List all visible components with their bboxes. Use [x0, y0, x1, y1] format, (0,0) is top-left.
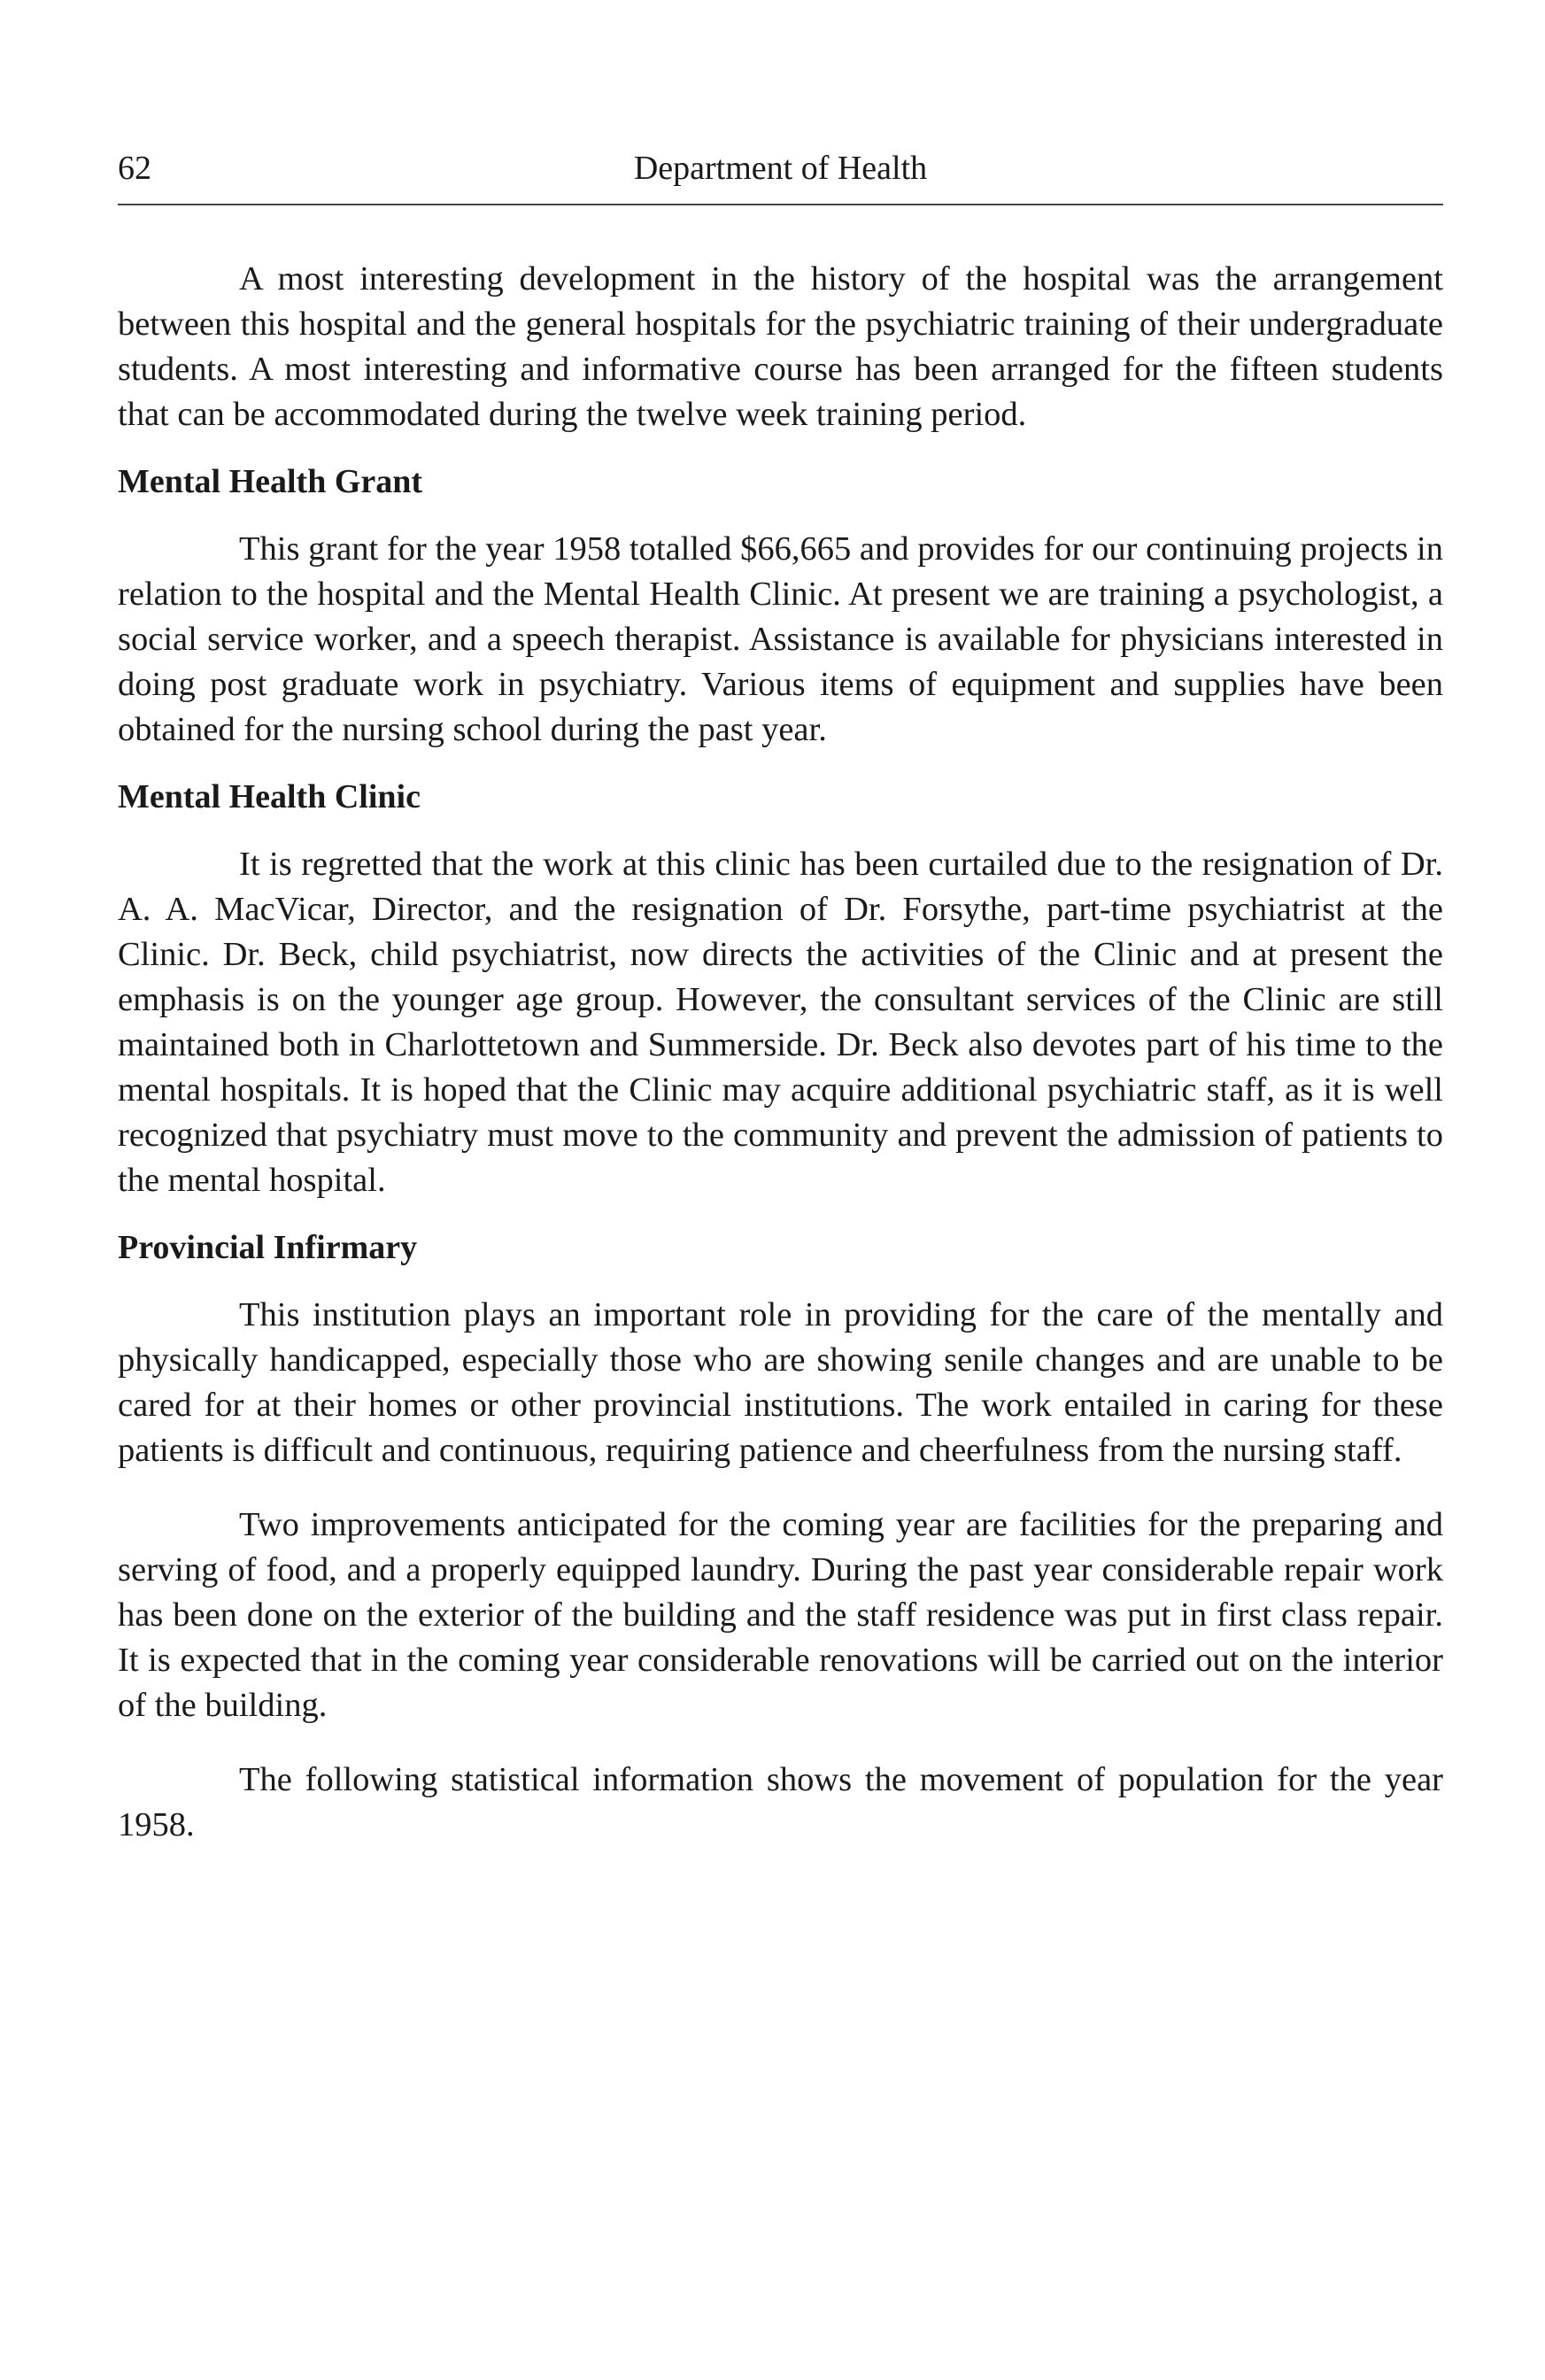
spacer	[118, 1271, 1443, 1293]
section-heading-mental-health-clinic: Mental Health Clinic	[118, 778, 421, 815]
section-heading-provincial-infirmary: Provincial Infirmary	[118, 1229, 418, 1266]
intro-paragraph: A most interesting development in the history of the hospital was the arrangement between this hospital and the general hospitals for the psychiatric training of their undergraduate students. A most interesting and informative course has been arranged for the fifteen students that can be accommodated during the twelve week training period.	[118, 260, 1443, 433]
provincial-infirmary-paragraph-3: The following statistical information shows the movement of population for the year 1958.	[118, 1761, 1443, 1843]
mental-health-clinic-paragraph: It is regretted that the work at this clinic has been curtailed due to the resignation of Dr. A. A. MacVicar, Director, and the resignation of Dr. Forsythe, part-time psychiatrist at the Clinic. Dr. Beck, child psychiatrist, now directs the activities of the Clinic and at present the emphasis is on the younger age group. However, the consultant services of the Clinic are still maintained both in Charlottetown and Summerside. Dr. Beck also devotes part of his time to the mental hospitals. It is hoped that the Clinic may acquire additional psychiatric staff, as it is well recognized that psychiatry must move to the community and prevent the admission of patients to the mental hospital.	[118, 846, 1443, 1199]
section-heading-mental-health-grant: Mental Health Grant	[118, 463, 423, 500]
provincial-infirmary-paragraph-1: This institution plays an important role in providing for the care of the mentally and physically handicapped, especially those who are showing senile changes and are unable to be cared for at their homes or other provincial institutions. The work entailed in caring for these patients is difficult and continuous, requiring patience and cheerfulness from the nursing staff.	[118, 1296, 1443, 1469]
document-page	[118, 142, 1443, 1848]
running-header	[118, 142, 1443, 195]
provincial-infirmary-paragraph-2: Two improvements anticipated for the coming year are facilities for the preparing and serving of food, and a properly equipped laundry. During the past year considerable repair work has been done on the exterior of the building and the staff residence was put in first class repair. It is expected that in the coming year considerable renovations will be carried out on the interior of the building.	[118, 1506, 1443, 1724]
spacer	[118, 820, 1443, 842]
spacer	[118, 437, 1443, 460]
spacer	[118, 753, 1443, 775]
spacer	[118, 1473, 1443, 1503]
spacer	[118, 1728, 1443, 1758]
running-title: Department of Health	[633, 150, 928, 187]
mental-health-grant-paragraph: This grant for the year 1958 totalled $66,665 and provides for our continuing projects in relation to the hospital and the Mental Health Clinic. At present we are training a psychologist, a social service worker, and a speech therapist. Assistance is available for physicians interested in doing post graduate work in psychiatry. Various items of equipment and supplies have been obtained for the nursing school during the past year.	[118, 530, 1443, 748]
spacer	[118, 1203, 1443, 1225]
header-rule	[118, 204, 1443, 205]
page-number: 62	[118, 150, 151, 187]
spacer	[118, 505, 1443, 527]
